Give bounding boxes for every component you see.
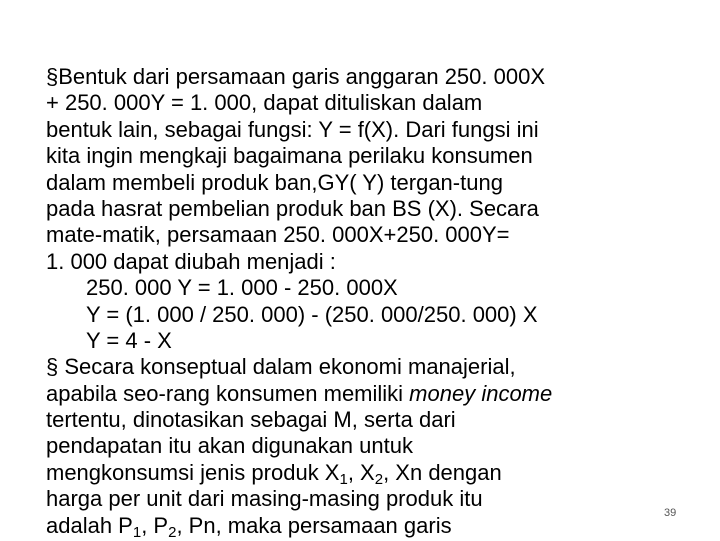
price-subscript-1: 1 bbox=[132, 523, 142, 541]
equation-3: Y = 4 - X bbox=[86, 327, 172, 353]
line-7-text-c: , Pn, maka persamaan garis bbox=[176, 512, 452, 538]
paragraph-1-line-1: §Bentuk dari persamaan garis anggaran 250. 000X bbox=[46, 64, 546, 89]
page-number: 39 bbox=[664, 507, 677, 519]
paragraph-2-line-4: pendapatan itu akan digunakan untuk bbox=[46, 433, 413, 459]
paragraph-1-line-7: mate-matik, persamaan 250. 000X+250. 000Y= bbox=[46, 222, 510, 248]
line-5-text-a: mengkonsumsi jenis produk X bbox=[46, 459, 340, 485]
paragraph-2-line-7 bbox=[46, 513, 706, 539]
paragraph-1-line-3: bentuk lain, sebagai fungsi: Y = f(X). Dari fungsi ini bbox=[46, 116, 539, 142]
line-7-text-b: , P bbox=[141, 512, 169, 538]
money-income-term: money income bbox=[409, 380, 553, 406]
paragraph-1-line-4: kita ingin mengkaji bagaimana perilaku konsumen bbox=[46, 143, 533, 169]
equation-1: 250. 000 Y = 1. 000 - 250. 000X bbox=[86, 275, 398, 301]
paragraph-2-line-3: tertentu, dinotasikan sebagai M, serta dari bbox=[46, 407, 456, 433]
paragraph-2-line-2 bbox=[46, 381, 706, 407]
paragraph-1-line-8: 1. 000 dapat diubah menjadi : bbox=[46, 248, 336, 274]
paragraph-1-line-6: pada hasrat pembelian produk ban BS (X). Secara bbox=[46, 195, 539, 221]
subscript-1: 1 bbox=[339, 470, 348, 488]
paragraph-2-line-6: harga per unit dari masing-masing produk itu bbox=[46, 486, 483, 512]
paragraph-1-line-2: + 250. 000Y = 1. 000, dapat dituliskan dalam bbox=[46, 90, 483, 116]
line-5-text-c: , Xn dengan bbox=[383, 459, 502, 485]
paragraph-1-line-5: dalam membeli produk ban,GY( Y) tergan-tung bbox=[46, 169, 503, 195]
paragraph-2-line-1: § Secara konseptual dalam ekonomi manajerial, bbox=[46, 354, 516, 380]
slide-body-text bbox=[46, 64, 706, 539]
line-7-text-a: adalah P bbox=[46, 512, 133, 538]
price-subscript-2: 2 bbox=[168, 523, 177, 541]
paragraph-2-line-2-text: apabila seo-rang konsumen memiliki bbox=[46, 380, 410, 406]
line-5-text-b: , X bbox=[347, 459, 375, 485]
equation-2: Y = (1. 000 / 250. 000) - (250. 000/250. 000) X bbox=[86, 301, 538, 327]
paragraph-2-line-5 bbox=[46, 460, 706, 486]
subscript-2: 2 bbox=[374, 470, 384, 488]
